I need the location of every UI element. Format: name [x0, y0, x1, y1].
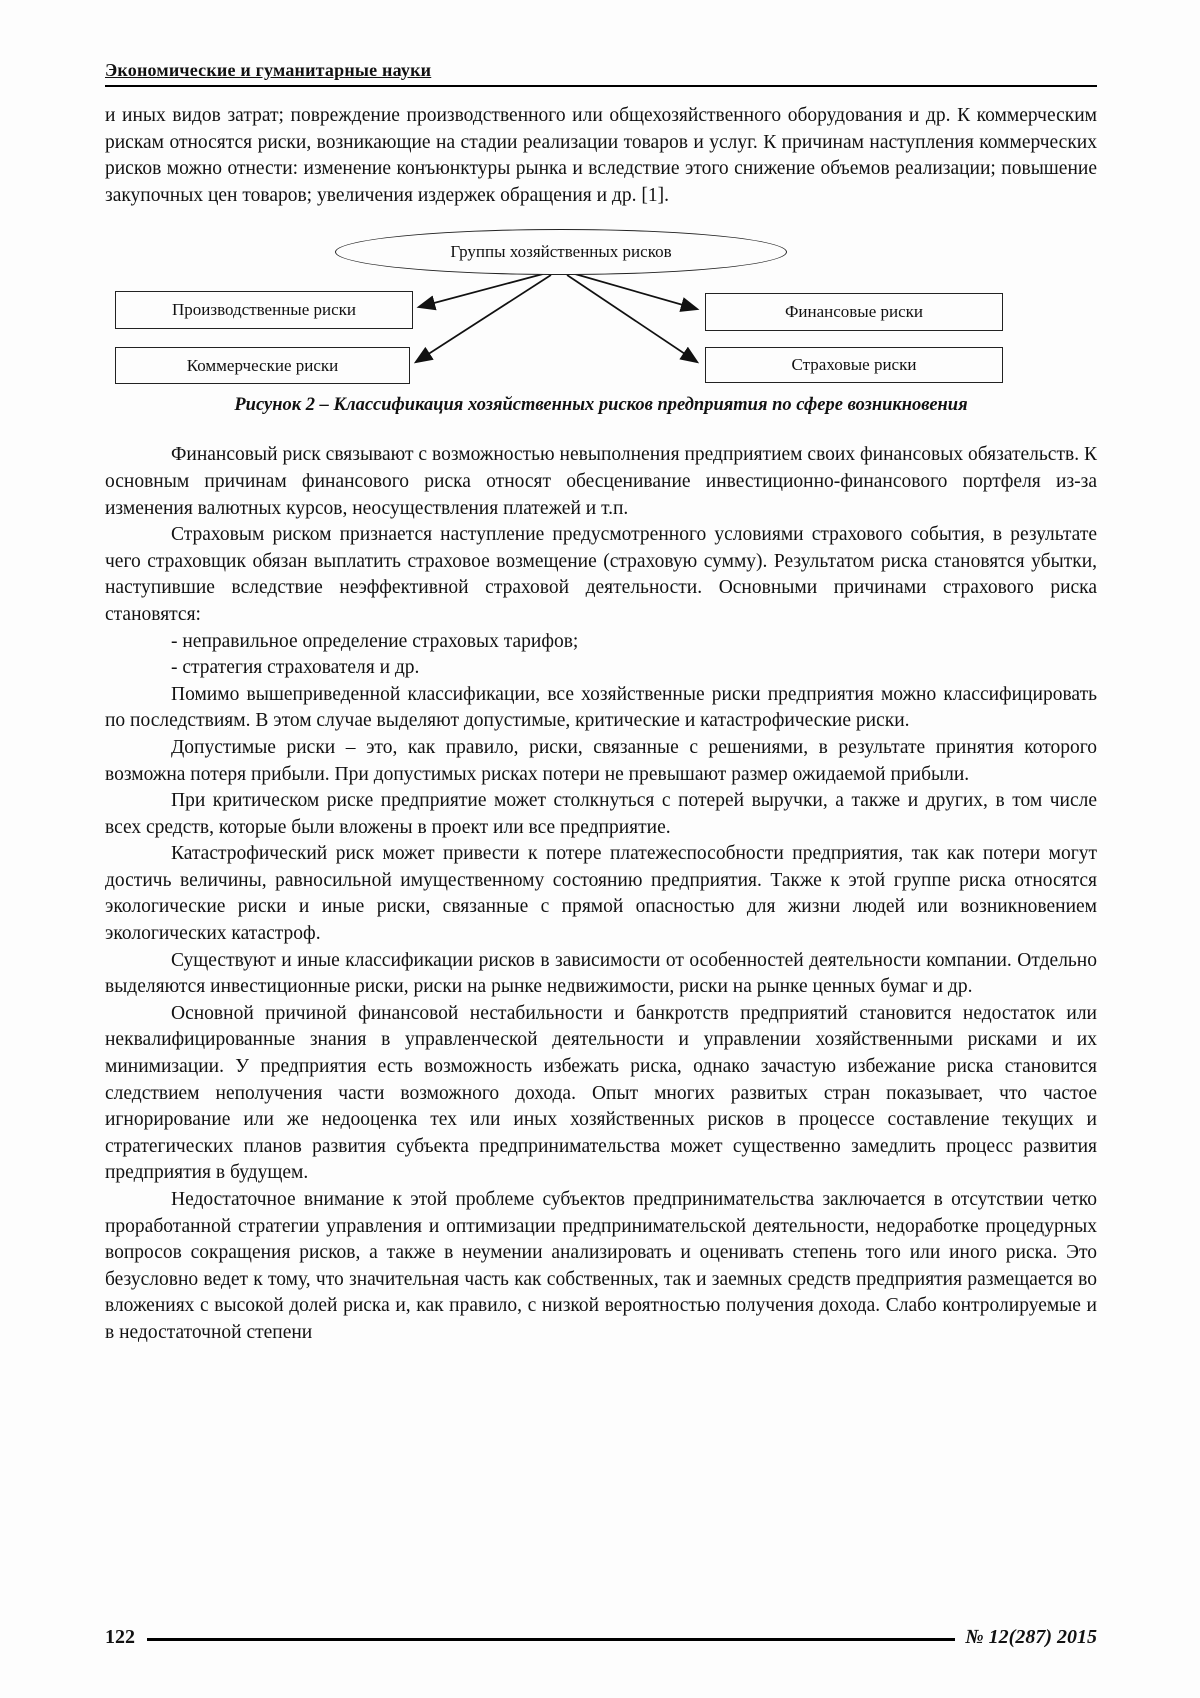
paragraph-classification: Помимо вышеприведенной классификации, все хозяйственные риски предприятия можно классифицировать по последствиям. В этом случае выделяют допустимые, критические и катастрофические риски. [105, 683, 1097, 732]
paragraph-catastrophic-risk: Катастрофический риск может привести к потере платежеспособности предприятия, так как потери могут достичь величины, равносильной имущественному состоянию предприятия. Также к этой группе риска относятся экологические риски и иные риски, связанные с прямой опасностью для жизни людей или возникновением экологических катастроф. [105, 843, 1097, 945]
paragraph-intro: и иных видов затрат; повреждение производственного или общехозяйственного оборудования и др. К коммерческим рискам относятся риски, возникающие на стадии реализации товаров и услуг. К причинам наступления коммерческих рисков можно отнести: изменение конъюнктуры рынка и вследствие этого снижение объемов реализации; повышение закупочных цен товаров; увеличения издержек обращения и др. [1]. [105, 105, 1097, 206]
paragraph-main-reason: Основной причиной финансовой нестабильности и банкротств предприятий становится недостаток или неквалифицированные знания в управленческой деятельности и управлении хозяйственными рисками и их минимизации. У предприятия есть возможность избежать риска, однако зачастую избежание риска становится следствием неполучения части возможного дохода. Опыт многих развитых стран показывает, что частое игнорирование или же недооценка тех или иных хозяйственных рисков в процессе составление текущих и стратегических планов развития субъекта предпринимательства может существенно замедлить процесс развития предприятия в будущем. [105, 1002, 1097, 1184]
paragraph-critical-risk: При критическом риске предприятие может столкнуться с потерей выручки, а также и других, в том числе всех средств, которые были вложены в проект или все предприятие. [105, 790, 1097, 838]
figure-caption: Рисунок 2 – Классификация хозяйственных рисков предприятия по сфере возникновения [234, 395, 968, 416]
paragraph-insurance-risk: Страховым риском признается наступление предусмотренного условиями страхового события, в результате чего страховщик обязан выплатить страховое возмещение (страховую сумму). Результатом риска становятся убытки, наступившие вследствие неэффективной страховой деятельности. Основными причинами страхового риска становятся: [105, 524, 1097, 625]
diagram-box-insurance-risks [705, 347, 1003, 383]
running-header [105, 60, 1097, 87]
paragraph-other-classifications: Существуют и иные классификации рисков в зависимости от особенностей деятельности компании. Отдельно выделяются инвестиционные риски, риски на рынке недвижимости, риски на рынке ценных бумаг и др. [105, 949, 1097, 998]
diagram-box-label: Производственные риски [171, 300, 357, 320]
journal-issue: № 12(287) 2015 [965, 1626, 1097, 1648]
list-item-strategy: - стратегия страхователя и др. [171, 657, 420, 679]
diagram-box-label: Финансовые риски [784, 302, 924, 322]
page-number: 122 [105, 1626, 135, 1648]
page-footer [105, 1626, 1097, 1649]
paragraph-insufficient-attention: Недостаточное внимание к этой проблеме субъектов предпринимательства заключается в отсутствии четко проработанной стратегии управления и оптимизации предпринимательской деятельности, недоработке процедурных вопросов сокращения рисков, а также в неумении анализировать и оценивать степень того или иного риска. Это безусловно ведет к тому, что значительная часть как собственных, так и заемных средств предприятия размещается во вложениях с высокой долей риска и, как правило, с низкой вероятностью получения дохода. Слабо контролируемые и в недостаточной степени [105, 1189, 1097, 1343]
diagram-box-label: Коммерческие риски [186, 355, 339, 375]
diagram-root-label: Группы хозяйственных рисков [450, 242, 672, 262]
paragraph-acceptable-risks: Допустимые риски – это, как правило, риски, связанные с решениями, в результате принятия которого возможна потеря прибыли. При допустимых рисках потери не превышают размер ожидаемой прибыли. [105, 736, 1097, 785]
diagram-box-financial-risks [705, 293, 1003, 331]
journal-section-title: Экономические и гуманитарные науки [105, 60, 432, 80]
diagram-box-commercial-risks [115, 347, 410, 384]
paragraph-financial-risk: Финансовый риск связывают с возможностью невыполнения предприятием своих финансовых обязательств. К основным причинам финансового риска относят обесценивание инвестиционно-финансового портфеля из-за изменения валютных курсов, неосуществления платежей и т.п. [105, 444, 1097, 519]
page-content [105, 60, 1097, 1347]
footer-rule [147, 1638, 955, 1641]
diagram-box-label: Страховые риски [791, 355, 917, 375]
risk-classification-diagram [105, 229, 1097, 389]
list-item-tariffs: - неправильное определение страховых тарифов; [171, 630, 579, 652]
diagram-box-production-risks [115, 291, 413, 329]
